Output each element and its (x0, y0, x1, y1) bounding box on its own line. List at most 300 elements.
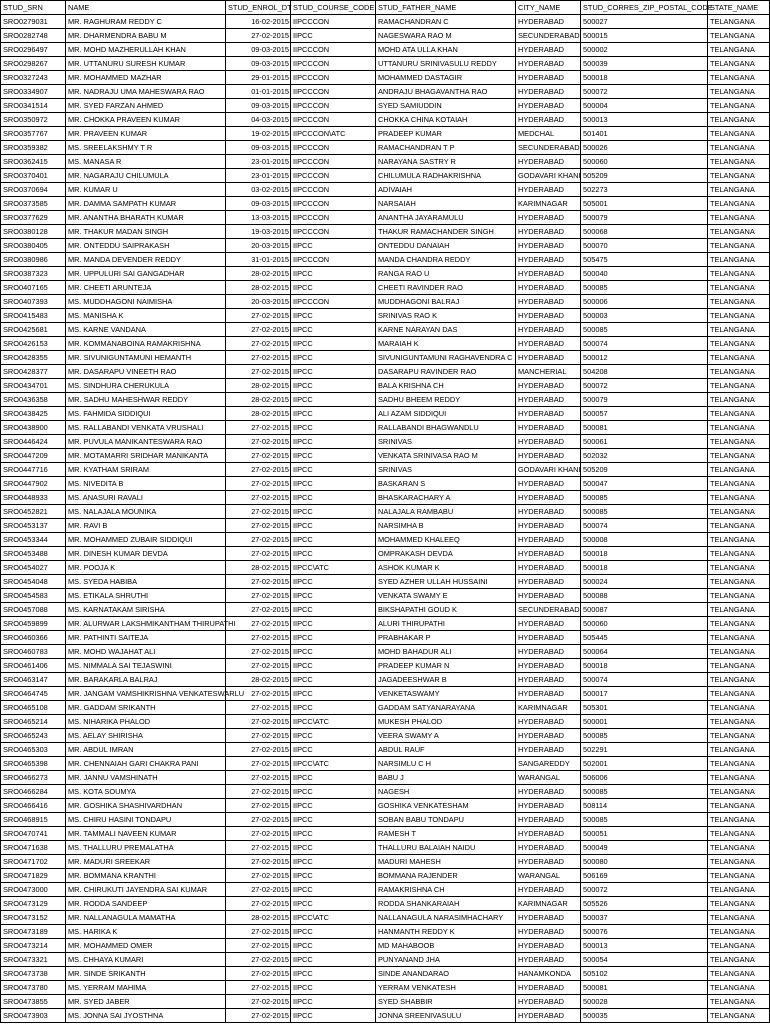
cell-name: MR. PUVULA MANIKANTESWARA RAO (66, 435, 226, 449)
cell-city: MANCHERIAL (516, 365, 581, 379)
cell-name: MR. KUMAR U (66, 183, 226, 197)
cell-course-code: IIPCC (291, 743, 376, 757)
cell-stud-srn: SRO0473738 (1, 967, 66, 981)
cell-state: TELANGANA (708, 645, 770, 659)
cell-stud-srn: SRO0298267 (1, 57, 66, 71)
cell-father-name: BIKSHAPATHI GOUD K (376, 603, 516, 617)
cell-stud-srn: SRO0327243 (1, 71, 66, 85)
table-row (1, 701, 770, 715)
cell-course-code: IIPCCCON (291, 15, 376, 29)
cell-course-code: IIPCC (291, 29, 376, 43)
table-row (1, 939, 770, 953)
cell-state: TELANGANA (708, 813, 770, 827)
cell-stud-srn: SRO0452821 (1, 505, 66, 519)
table-row (1, 477, 770, 491)
cell-city: HYDERABAD (516, 785, 581, 799)
cell-enrol-date: 28-02-2015 (226, 561, 291, 575)
cell-zip: 500013 (581, 939, 708, 953)
cell-course-code: IIPCC (291, 519, 376, 533)
cell-state: TELANGANA (708, 673, 770, 687)
cell-city: WARANGAL (516, 771, 581, 785)
cell-state: TELANGANA (708, 253, 770, 267)
table-row (1, 533, 770, 547)
cell-course-code: IIPCC (291, 589, 376, 603)
cell-course-code: IIPCC (291, 505, 376, 519)
table-row (1, 379, 770, 393)
cell-enrol-date: 27-02-2015 (226, 463, 291, 477)
table-row (1, 183, 770, 197)
cell-state: TELANGANA (708, 701, 770, 715)
cell-father-name: SYED SAMIUDDIN (376, 99, 516, 113)
cell-enrol-date: 27-02-2015 (226, 953, 291, 967)
cell-state: TELANGANA (708, 687, 770, 701)
cell-stud-srn: SRO0454048 (1, 575, 66, 589)
cell-city: HYDERABAD (516, 561, 581, 575)
cell-enrol-date: 27-02-2015 (226, 687, 291, 701)
cell-course-code: IIPCC (291, 939, 376, 953)
cell-father-name: RAMACHANDRAN C (376, 15, 516, 29)
cell-name: MS. MANASA R (66, 155, 226, 169)
cell-name: MR. GOSHIKA SHASHIVARDHAN (66, 799, 226, 813)
cell-city: HYDERABAD (516, 43, 581, 57)
cell-name: MR. JANGAM VAMSHIKRISHNA VENKATESWARLU (66, 687, 226, 701)
cell-course-code: IIPCC (291, 491, 376, 505)
cell-course-code: IIPCC (291, 995, 376, 1009)
cell-name: MR. MOHAMMED ZUBAIR SIDDIQUI (66, 533, 226, 547)
cell-course-code: IIPCCCON (291, 141, 376, 155)
cell-course-code: IIPCC (291, 953, 376, 967)
cell-zip: 500087 (581, 603, 708, 617)
table-row (1, 421, 770, 435)
cell-course-code: IIPCC (291, 435, 376, 449)
cell-city: HYDERABAD (516, 813, 581, 827)
cell-name: MS. THALLURU PREMALATHA (66, 841, 226, 855)
table-row (1, 505, 770, 519)
cell-name: MS. CHIRU HASINI TONDAPU (66, 813, 226, 827)
cell-zip: 500085 (581, 813, 708, 827)
cell-enrol-date: 27-02-2015 (226, 421, 291, 435)
cell-state: TELANGANA (708, 617, 770, 631)
cell-enrol-date: 09-03-2015 (226, 43, 291, 57)
cell-stud-srn: SRO0357767 (1, 127, 66, 141)
cell-state: TELANGANA (708, 449, 770, 463)
column-header-name: NAME (66, 1, 226, 15)
cell-father-name: JAGADEESHWAR B (376, 673, 516, 687)
cell-zip: 500081 (581, 981, 708, 995)
cell-city: HYDERABAD (516, 15, 581, 29)
cell-enrol-date: 27-02-2015 (226, 995, 291, 1009)
cell-father-name: RALLABANDI BHAGWANDLU (376, 421, 516, 435)
cell-enrol-date: 29-01-2015 (226, 71, 291, 85)
cell-name: MR. DINESH KUMAR DEVDA (66, 547, 226, 561)
table-row (1, 225, 770, 239)
cell-father-name: THALLURU BALAIAH NAIDU (376, 841, 516, 855)
cell-father-name: ABDUL RAUF (376, 743, 516, 757)
cell-zip: 500072 (581, 379, 708, 393)
cell-enrol-date: 28-02-2015 (226, 911, 291, 925)
table-row (1, 309, 770, 323)
cell-zip: 500015 (581, 29, 708, 43)
cell-state: TELANGANA (708, 771, 770, 785)
cell-enrol-date: 27-02-2015 (226, 477, 291, 491)
cell-state: TELANGANA (708, 29, 770, 43)
cell-city: HYDERABAD (516, 183, 581, 197)
cell-state: TELANGANA (708, 393, 770, 407)
cell-enrol-date: 28-02-2015 (226, 673, 291, 687)
cell-name: MS. NIMMALA SAI TEJASWINI (66, 659, 226, 673)
cell-stud-srn: SRO0464745 (1, 687, 66, 701)
cell-father-name: MOHD BAHADUR ALI (376, 645, 516, 659)
cell-course-code: IIPCCCON (291, 85, 376, 99)
cell-city: HYDERABAD (516, 449, 581, 463)
cell-stud-srn: SRO0459899 (1, 617, 66, 631)
cell-enrol-date: 27-02-2015 (226, 589, 291, 603)
cell-course-code: IIPCCCON (291, 197, 376, 211)
table-row (1, 407, 770, 421)
cell-enrol-date: 27-02-2015 (226, 575, 291, 589)
cell-city: GODAVARI KHANI (516, 463, 581, 477)
table-row (1, 953, 770, 967)
cell-state: TELANGANA (708, 43, 770, 57)
cell-course-code: IIPCC (291, 463, 376, 477)
cell-state: TELANGANA (708, 477, 770, 491)
cell-city: HYDERABAD (516, 281, 581, 295)
cell-zip: 505301 (581, 701, 708, 715)
cell-zip: 500018 (581, 547, 708, 561)
cell-stud-srn: SRO0465398 (1, 757, 66, 771)
cell-stud-srn: SRO0473855 (1, 995, 66, 1009)
cell-enrol-date: 09-03-2015 (226, 57, 291, 71)
cell-name: MR. CHEETI ARUNTEJA (66, 281, 226, 295)
cell-course-code: IIPCC (291, 379, 376, 393)
cell-city: HANAMKONDA (516, 967, 581, 981)
cell-course-code: IIPCC\ATC (291, 561, 376, 575)
cell-state: TELANGANA (708, 407, 770, 421)
cell-stud-srn: SRO0454027 (1, 561, 66, 575)
cell-course-code: IIPCCCON (291, 57, 376, 71)
cell-stud-srn: SRO0471702 (1, 855, 66, 869)
cell-zip: 506006 (581, 771, 708, 785)
cell-course-code: IIPCC (291, 729, 376, 743)
cell-stud-srn: SRO0473903 (1, 1009, 66, 1023)
cell-name: MR. PRAVEEN KUMAR (66, 127, 226, 141)
cell-father-name: BOMMANA RAJENDER (376, 869, 516, 883)
cell-name: MR. DASARAPU VINEETH RAO (66, 365, 226, 379)
column-header-father-name: STUD_FATHER_NAME (376, 1, 516, 15)
cell-state: TELANGANA (708, 337, 770, 351)
cell-enrol-date: 27-02-2015 (226, 729, 291, 743)
cell-enrol-date: 27-02-2015 (226, 883, 291, 897)
cell-course-code: IIPCC (291, 239, 376, 253)
cell-city: SECUNDERABAD (516, 141, 581, 155)
cell-enrol-date: 27-02-2015 (226, 967, 291, 981)
cell-course-code: IIPCC (291, 477, 376, 491)
cell-stud-srn: SRO0466273 (1, 771, 66, 785)
cell-enrol-date: 27-02-2015 (226, 827, 291, 841)
cell-father-name: YERRAM VENKATESH (376, 981, 516, 995)
cell-city: HYDERABAD (516, 883, 581, 897)
column-header-stud-srn: STUD_SRN (1, 1, 66, 15)
table-row (1, 561, 770, 575)
cell-zip: 500079 (581, 393, 708, 407)
cell-zip: 502001 (581, 757, 708, 771)
cell-father-name: SRINIVAS (376, 463, 516, 477)
cell-enrol-date: 09-03-2015 (226, 99, 291, 113)
cell-enrol-date: 27-02-2015 (226, 547, 291, 561)
cell-course-code: IIPCC (291, 281, 376, 295)
cell-zip: 500081 (581, 421, 708, 435)
cell-course-code: IIPCC (291, 645, 376, 659)
cell-course-code: IIPCC (291, 547, 376, 561)
cell-stud-srn: SRO0362415 (1, 155, 66, 169)
cell-zip: 500061 (581, 435, 708, 449)
cell-father-name: SOBAN BABU TONDAPU (376, 813, 516, 827)
table-row (1, 393, 770, 407)
cell-course-code: IIPCCCON (291, 211, 376, 225)
cell-city: HYDERABAD (516, 743, 581, 757)
cell-enrol-date: 27-02-2015 (226, 771, 291, 785)
cell-father-name: SADHU BHEEM REDDY (376, 393, 516, 407)
cell-name: MR. ABDUL IMRAN (66, 743, 226, 757)
cell-city: SANGAREDDY (516, 757, 581, 771)
cell-city: MEDCHAL (516, 127, 581, 141)
cell-name: MR. PATHINTI SAITEJA (66, 631, 226, 645)
cell-city: HYDERABAD (516, 99, 581, 113)
table-row (1, 127, 770, 141)
cell-course-code: IIPCC (291, 449, 376, 463)
cell-city: HYDERABAD (516, 85, 581, 99)
cell-course-code: IIPCCCON (291, 71, 376, 85)
cell-enrol-date: 09-03-2015 (226, 197, 291, 211)
cell-city: SECUNDERABAD (516, 29, 581, 43)
cell-father-name: PUNYANAND JHA (376, 953, 516, 967)
table-row (1, 911, 770, 925)
cell-state: TELANGANA (708, 295, 770, 309)
cell-father-name: BABU J (376, 771, 516, 785)
cell-name: MR. SADHU MAHESHWAR REDDY (66, 393, 226, 407)
cell-course-code: IIPCC (291, 785, 376, 799)
cell-course-code: IIPCC (291, 841, 376, 855)
cell-city: HYDERABAD (516, 589, 581, 603)
cell-state: TELANGANA (708, 85, 770, 99)
cell-name: MR. BOMMANA KRANTHI (66, 869, 226, 883)
table-row (1, 659, 770, 673)
column-header-state: STATE_NAME (708, 1, 770, 15)
cell-stud-srn: SRO0428355 (1, 351, 66, 365)
cell-name: MR. TAMMALI NAVEEN KUMAR (66, 827, 226, 841)
cell-city: HYDERABAD (516, 1009, 581, 1023)
cell-stud-srn: SRO0471638 (1, 841, 66, 855)
cell-state: TELANGANA (708, 715, 770, 729)
cell-stud-srn: SRO0296497 (1, 43, 66, 57)
cell-stud-srn: SRO0370694 (1, 183, 66, 197)
cell-state: TELANGANA (708, 575, 770, 589)
cell-course-code: IIPCC (291, 967, 376, 981)
table-row (1, 813, 770, 827)
cell-father-name: NARSAIAH (376, 197, 516, 211)
cell-enrol-date: 27-02-2015 (226, 309, 291, 323)
cell-state: TELANGANA (708, 351, 770, 365)
cell-name: MR. MANDA DEVENDER REDDY (66, 253, 226, 267)
cell-city: HYDERABAD (516, 155, 581, 169)
cell-father-name: NARAYANA SASTRY R (376, 155, 516, 169)
table-row (1, 337, 770, 351)
cell-name: MS. SYEDA HABIBA (66, 575, 226, 589)
cell-name: MR. MOHAMMED OMER (66, 939, 226, 953)
cell-father-name: MOHAMMED DASTAGIR (376, 71, 516, 85)
cell-state: TELANGANA (708, 883, 770, 897)
cell-course-code: IIPCC (291, 701, 376, 715)
cell-zip: 500051 (581, 827, 708, 841)
cell-city: HYDERABAD (516, 225, 581, 239)
cell-state: TELANGANA (708, 169, 770, 183)
cell-stud-srn: SRO0473000 (1, 883, 66, 897)
cell-state: TELANGANA (708, 15, 770, 29)
cell-stud-srn: SRO0387323 (1, 267, 66, 281)
column-header-course-code: STUD_COURSE_CODE (291, 1, 376, 15)
cell-city: HYDERABAD (516, 491, 581, 505)
cell-name: MR. RAGHURAM REDDY C (66, 15, 226, 29)
cell-zip: 500085 (581, 323, 708, 337)
cell-state: TELANGANA (708, 141, 770, 155)
table-row (1, 981, 770, 995)
cell-enrol-date: 27-02-2015 (226, 323, 291, 337)
cell-father-name: BALA KRISHNA CH (376, 379, 516, 393)
cell-state: TELANGANA (708, 239, 770, 253)
cell-enrol-date: 27-02-2015 (226, 869, 291, 883)
cell-name: MR. BARAKARLA BALRAJ (66, 673, 226, 687)
cell-state: TELANGANA (708, 421, 770, 435)
cell-stud-srn: SRO0407165 (1, 281, 66, 295)
table-row (1, 841, 770, 855)
table-row (1, 547, 770, 561)
cell-state: TELANGANA (708, 799, 770, 813)
cell-city: HYDERABAD (516, 393, 581, 407)
cell-enrol-date: 27-02-2015 (226, 29, 291, 43)
cell-name: MR. THAKUR MADAN SINGH (66, 225, 226, 239)
cell-name: MR. DHARMENDRA BABU M (66, 29, 226, 43)
cell-city: HYDERABAD (516, 519, 581, 533)
cell-father-name: SRINIVAS RAO K (376, 309, 516, 323)
table-row (1, 687, 770, 701)
cell-name: MS. RALLABANDI VENKATA VRUSHALI (66, 421, 226, 435)
cell-city: HYDERABAD (516, 421, 581, 435)
cell-zip: 505445 (581, 631, 708, 645)
cell-zip: 500085 (581, 281, 708, 295)
cell-state: TELANGANA (708, 197, 770, 211)
cell-zip: 500085 (581, 729, 708, 743)
cell-state: TELANGANA (708, 827, 770, 841)
cell-father-name: MARAIAH K (376, 337, 516, 351)
cell-zip: 500079 (581, 211, 708, 225)
table-row (1, 617, 770, 631)
cell-state: TELANGANA (708, 757, 770, 771)
cell-zip: 500001 (581, 715, 708, 729)
column-header-zip: STUD_CORRES_ZIP_POSTAL_CODE (581, 1, 708, 15)
cell-father-name: NALAJALA RAMBABU (376, 505, 516, 519)
cell-stud-srn: SRO0466284 (1, 785, 66, 799)
cell-state: TELANGANA (708, 561, 770, 575)
cell-state: TELANGANA (708, 379, 770, 393)
table-row (1, 491, 770, 505)
table-row (1, 785, 770, 799)
cell-stud-srn: SRO0428377 (1, 365, 66, 379)
table-row (1, 267, 770, 281)
table-row (1, 43, 770, 57)
cell-zip: 500054 (581, 953, 708, 967)
table-row (1, 715, 770, 729)
cell-zip: 500085 (581, 505, 708, 519)
cell-name: MR. ALURWAR LAKSHMIKANTHAM THIRUPATHI (66, 617, 226, 631)
table-body (1, 15, 770, 1023)
cell-zip: 500076 (581, 925, 708, 939)
cell-state: TELANGANA (708, 729, 770, 743)
cell-enrol-date: 28-02-2015 (226, 407, 291, 421)
cell-stud-srn: SRO0407393 (1, 295, 66, 309)
cell-father-name: BASKARAN S (376, 477, 516, 491)
cell-name: MR. ONTEDDU SAIPRAKASH (66, 239, 226, 253)
cell-zip: 500064 (581, 645, 708, 659)
cell-state: TELANGANA (708, 463, 770, 477)
cell-city: HYDERABAD (516, 981, 581, 995)
cell-stud-srn: SRO0282748 (1, 29, 66, 43)
cell-state: TELANGANA (708, 855, 770, 869)
cell-zip: 500003 (581, 309, 708, 323)
cell-father-name: ALURI THIRUPATHI (376, 617, 516, 631)
cell-course-code: IIPCCCON (291, 183, 376, 197)
cell-state: TELANGANA (708, 281, 770, 295)
cell-stud-srn: SRO0447716 (1, 463, 66, 477)
cell-name: MS. KARNATAKAM SIRISHA (66, 603, 226, 617)
cell-course-code: IIPCC (291, 603, 376, 617)
cell-zip: 500088 (581, 589, 708, 603)
cell-city: HYDERABAD (516, 533, 581, 547)
cell-course-code: IIPCC (291, 673, 376, 687)
cell-stud-srn: SRO0470741 (1, 827, 66, 841)
cell-zip: 500037 (581, 911, 708, 925)
cell-enrol-date: 23-01-2015 (226, 169, 291, 183)
cell-name: MR. NALLANAGULA MAMATHA (66, 911, 226, 925)
cell-state: TELANGANA (708, 323, 770, 337)
table-row (1, 967, 770, 981)
cell-stud-srn: SRO0447902 (1, 477, 66, 491)
cell-father-name: RAMAKRISHNA CH (376, 883, 516, 897)
cell-stud-srn: SRO0448933 (1, 491, 66, 505)
cell-zip: 500040 (581, 267, 708, 281)
table-row (1, 673, 770, 687)
cell-state: TELANGANA (708, 519, 770, 533)
cell-zip: 500047 (581, 477, 708, 491)
cell-city: HYDERABAD (516, 253, 581, 267)
cell-state: TELANGANA (708, 589, 770, 603)
cell-city: SECUNDERABAD (516, 603, 581, 617)
cell-name: MR. MOHD MAZHERULLAH KHAN (66, 43, 226, 57)
cell-zip: 505209 (581, 463, 708, 477)
cell-enrol-date: 27-02-2015 (226, 603, 291, 617)
cell-enrol-date: 09-03-2015 (226, 141, 291, 155)
cell-stud-srn: SRO0350972 (1, 113, 66, 127)
cell-name: MR. DAMMA SAMPATH KUMAR (66, 197, 226, 211)
cell-course-code: IIPCCCON (291, 253, 376, 267)
table-row (1, 743, 770, 757)
cell-father-name: ONTEDDU DANAIAH (376, 239, 516, 253)
cell-course-code: IIPCC (291, 687, 376, 701)
cell-course-code: IIPCCCON (291, 169, 376, 183)
table-row (1, 239, 770, 253)
cell-enrol-date: 01-01-2015 (226, 85, 291, 99)
table-row (1, 645, 770, 659)
table-row (1, 57, 770, 71)
